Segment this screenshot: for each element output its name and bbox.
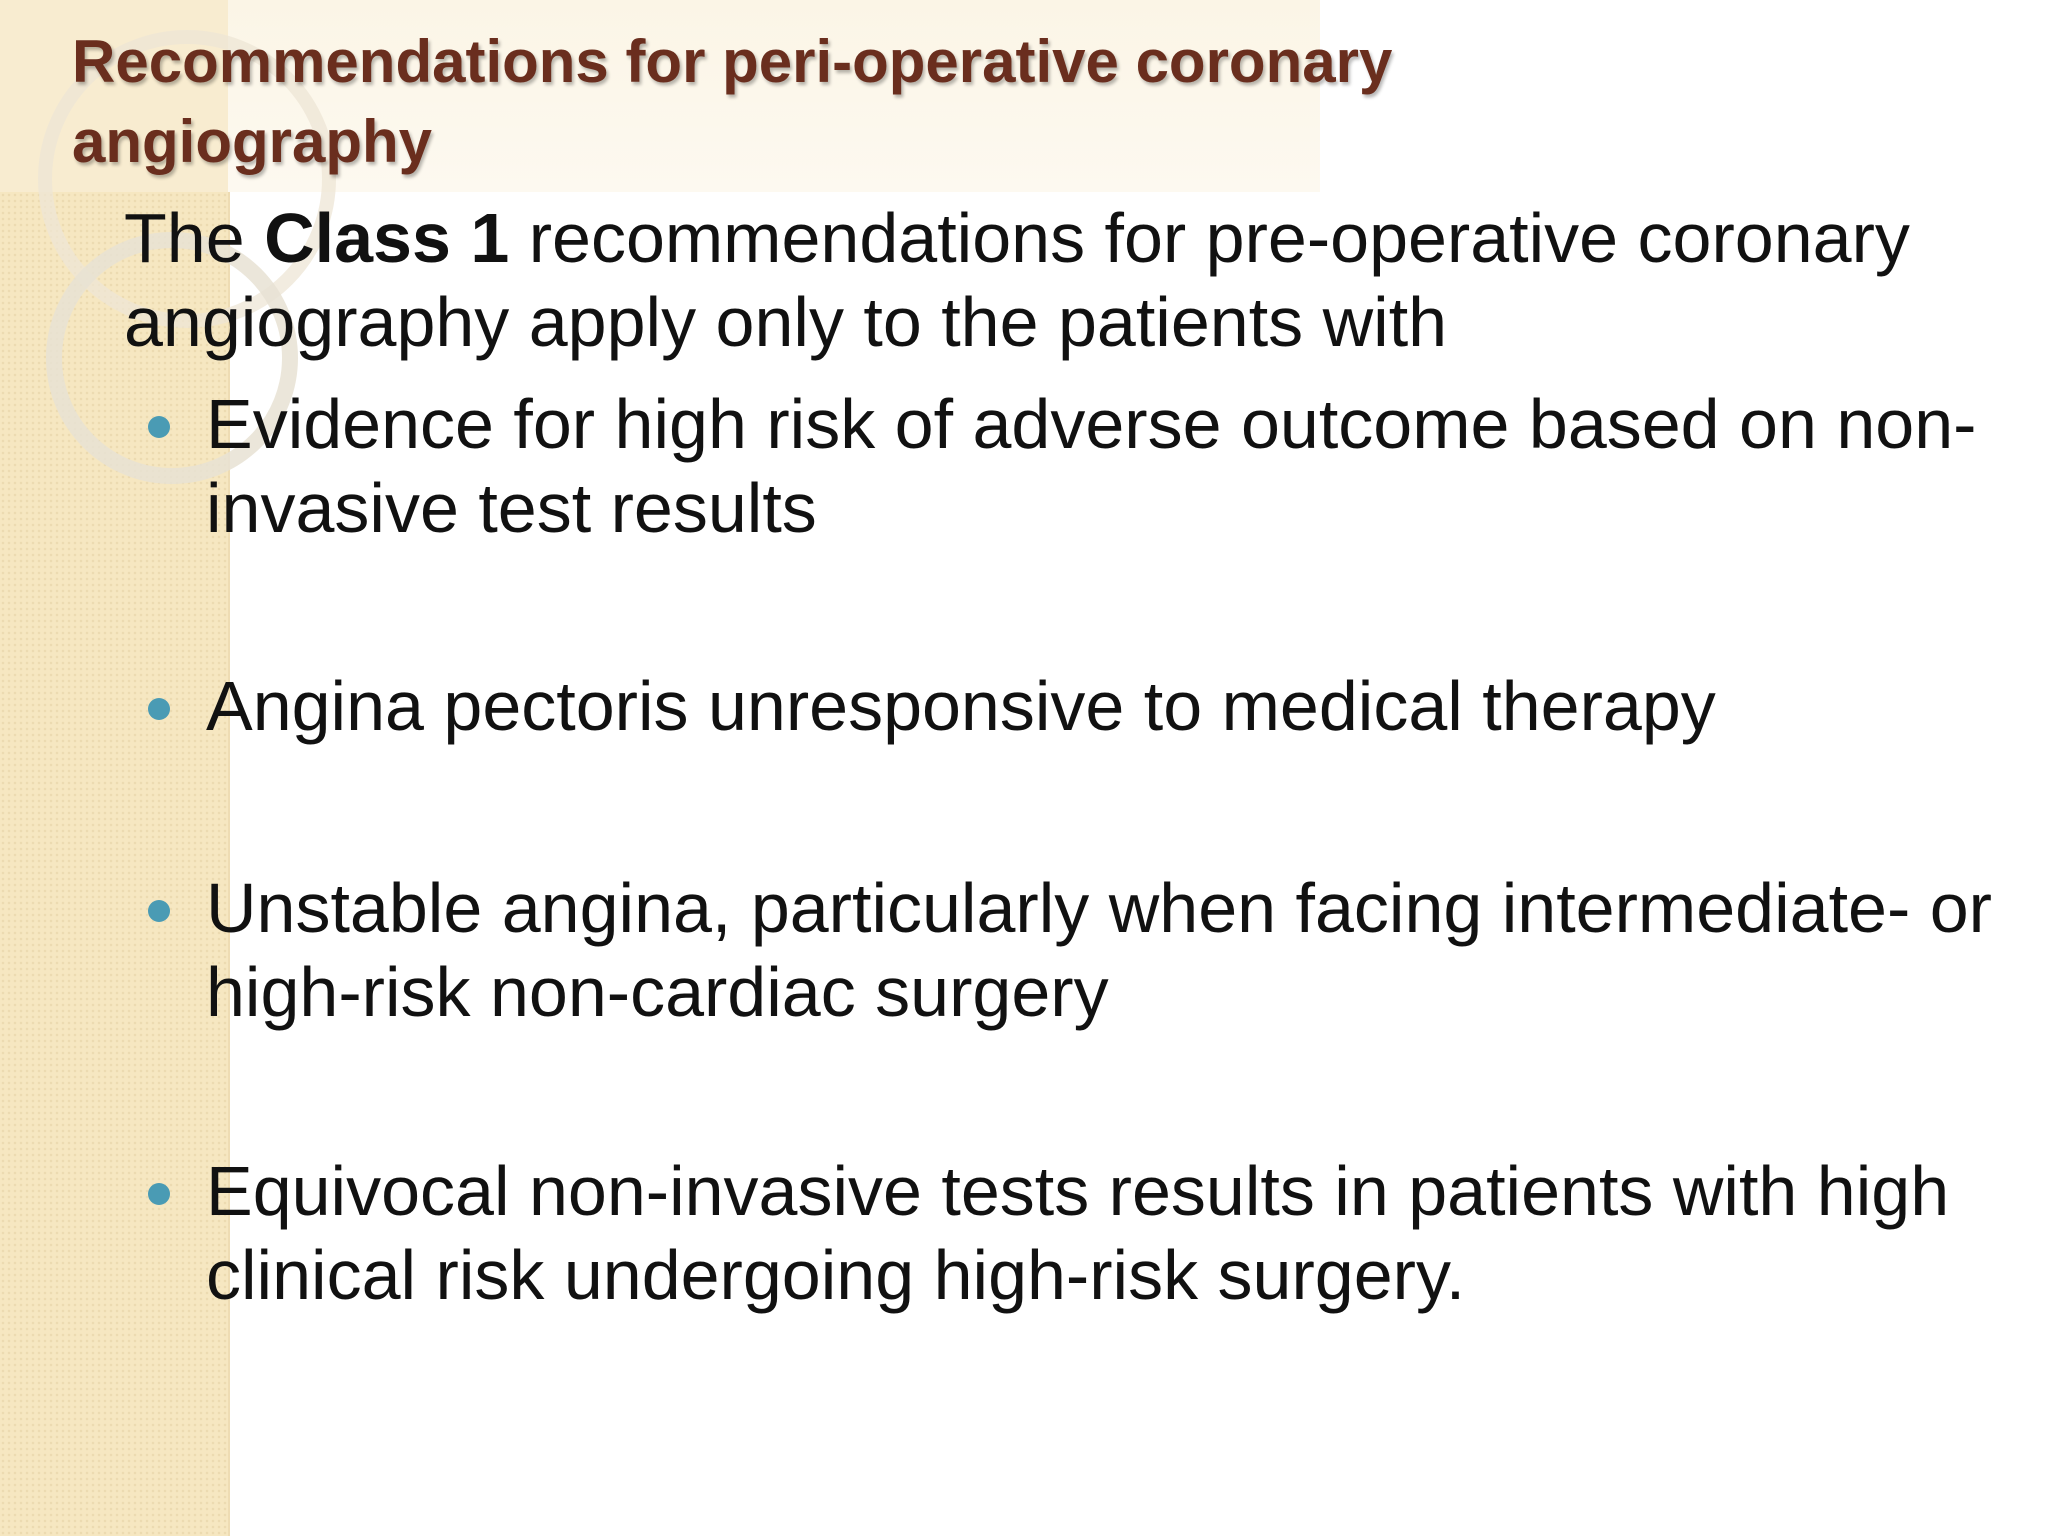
intro-class-label: Class 1 xyxy=(264,199,510,277)
bullet-marker-icon xyxy=(148,416,170,438)
bullet-item-4: Equivocal non-invasive tests results in patients with high clinical risk undergoing high-risk surgery. xyxy=(206,1152,1950,1314)
slide-title: Recommendations for peri-operative coronary angiography xyxy=(72,28,1393,175)
intro-suffix: recommendations for pre-operative coronary angiography apply only to the patients with xyxy=(124,199,1910,361)
bullet-item-1: Evidence for high risk of adverse outcome based on non-invasive test results xyxy=(206,385,1977,547)
bullet-marker-icon xyxy=(148,1183,170,1205)
intro-paragraph xyxy=(124,196,2004,364)
intro-prefix: The xyxy=(124,199,265,277)
bullet-marker-icon xyxy=(148,900,170,922)
bullet-marker-icon xyxy=(148,698,170,720)
bullet-item-3: Unstable angina, particularly when facing intermediate- or high-risk non-cardiac surgery xyxy=(206,869,1992,1031)
bullet-item-2: Angina pectoris unresponsive to medical therapy xyxy=(206,667,1716,745)
